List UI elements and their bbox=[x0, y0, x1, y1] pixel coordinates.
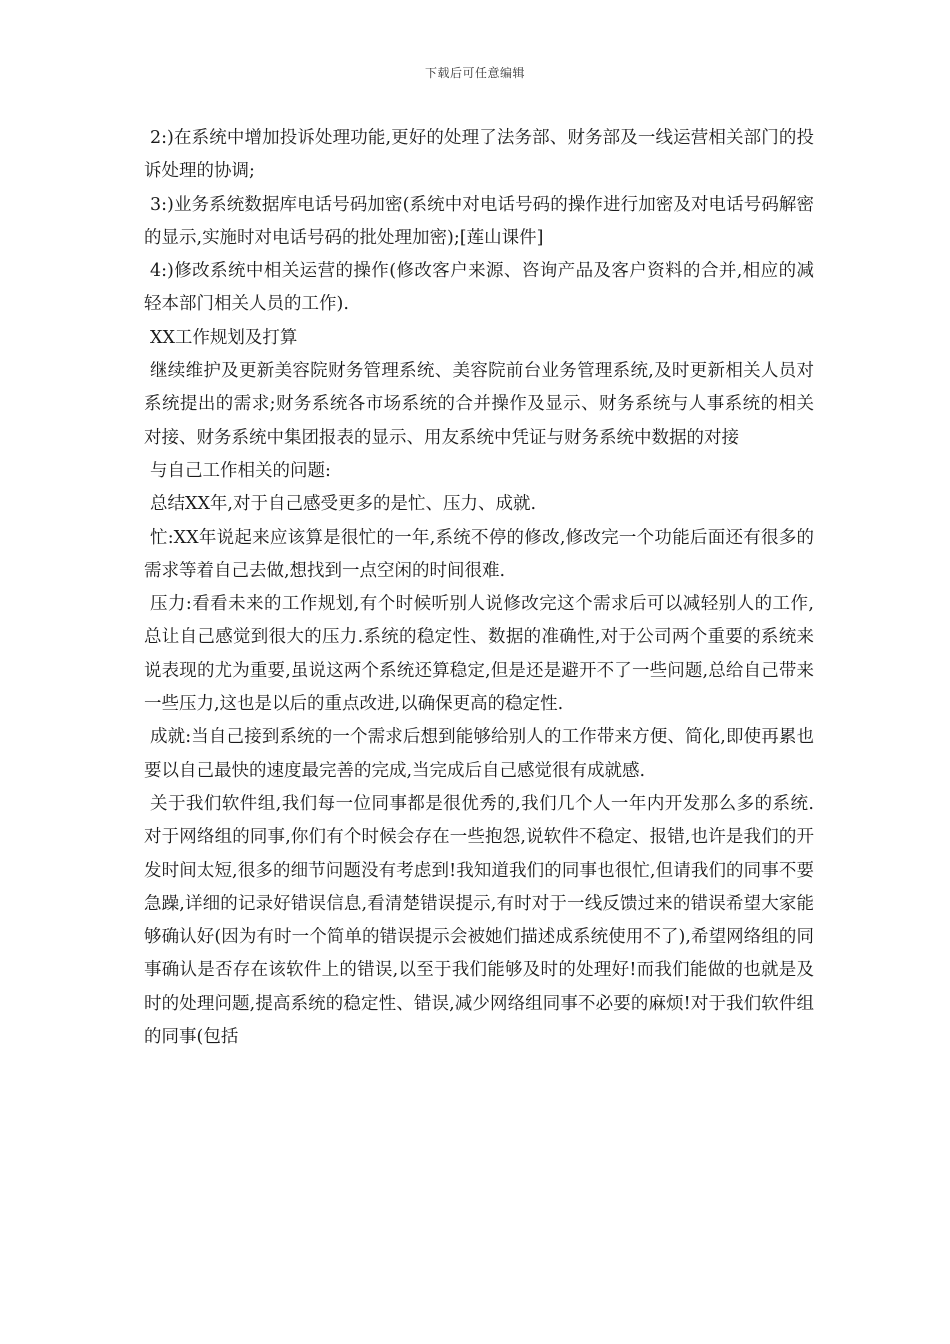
paragraph-achievement: 成就:当自己接到系统的一个需求后想到能够给别人的工作带来方便、简化,即使再累也要以自己最快的速度最完善的完成,当完成后自己感觉很有成就感. bbox=[144, 727, 814, 781]
section-heading-work-issues: 与自己工作相关的问题: bbox=[150, 460, 331, 481]
document-body bbox=[144, 122, 814, 1054]
paragraph-busy: 忙:XX年说起来应该算是很忙的一年,系统不停的修改,修改完一个功能后面还有很多的需求等着自己去做,想找到一点空闲的时间很难. bbox=[144, 527, 814, 581]
paragraph-operations-changes: 4:)修改系统中相关运营的操作(修改客户来源、咨询产品及客户资料的合并,相应的减轻本部门相关人员的工作). bbox=[144, 261, 814, 315]
paragraph-software-team: 关于我们软件组,我们每一位同事都是很优秀的,我们几个人一年内开发那么多的系统.对于网络组的同事,你们有个时候会存在一些抱怨,说软件不稳定、报错,也许是我们的开发时间太短,很多的细节问题没有考虑到!我知道我们的同事也很忙,但请我们的同事不要急躁,详细的记录好错误信息,看清楚错误提示,有时对于一线反馈过来的错误希望大家能够确认好(因为有时一个简单的错误提示会被她们描述成系统使用不了),希望网络组的同事确认是否存在该软件上的错误,以至于我们能够及时的处理好!而我们能做的也就是及时的处理问题,提高系统的稳定性、错误,减少网络组同事不必要的麻烦!对于我们软件组的同事(包括 bbox=[144, 793, 814, 1048]
page-header: 下载后可任意编辑 bbox=[424, 66, 525, 80]
paragraph-complaint-handling: 2:)在系统中增加投诉处理功能,更好的处理了法务部、财务部及一线运营相关部门的投诉处理的协调; bbox=[144, 128, 814, 182]
section-heading-work-plan: XX工作规划及打算 bbox=[150, 327, 298, 348]
paragraph-pressure: 压力:看看未来的工作规划,有个时候听别人说修改完这个需求后可以减轻别人的工作,总让自己感觉到很大的压力.系统的稳定性、数据的准确性,对于公司两个重要的系统来说表现的尤为重要,虽说这两个系统还算稳定,但是还是避开不了一些问题,总给自己带来一些压力,这也是以后的重点改进,以确保更高的稳定性. bbox=[144, 594, 814, 715]
paragraph-maintenance-plan: 继续维护及更新美容院财务管理系统、美容院前台业务管理系统,及时更新相关人员对系统提出的需求;财务系统各市场系统的合并操作及显示、财务系统与人事系统的相关对接、财务系统中集团报表的显示、用友系统中凭证与财务系统中数据的对接 bbox=[144, 361, 814, 448]
paragraph-summary: 总结XX年,对于自己感受更多的是忙、压力、成就. bbox=[150, 494, 537, 515]
paragraph-phone-encryption: 3:)业务系统数据库电话号码加密(系统中对电话号码的操作进行加密及对电话号码解密的显示,实施时对电话号码的批处理加密);[莲山课件] bbox=[144, 194, 814, 248]
